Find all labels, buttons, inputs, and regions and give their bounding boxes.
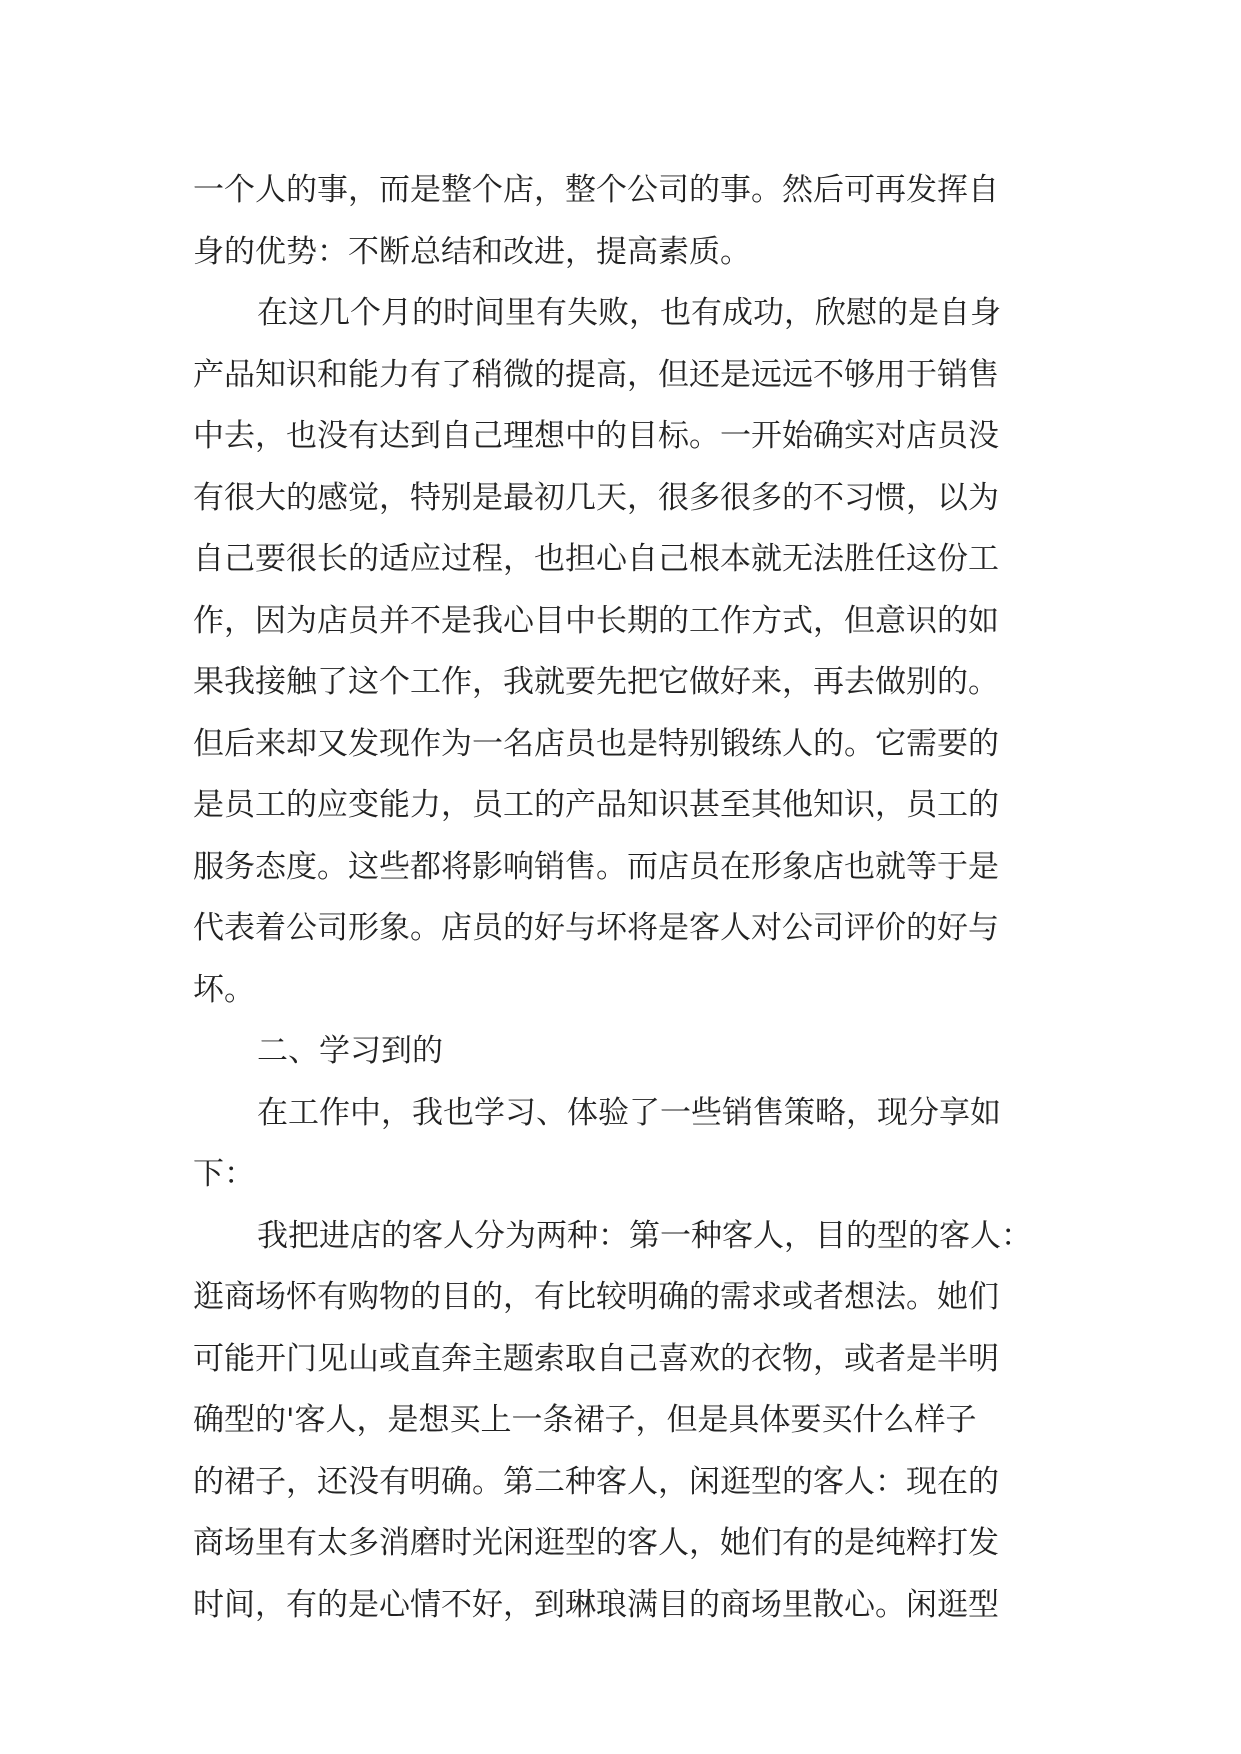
text-line: 但后来却又发现作为一名店员也是特别锻练人的。它需要的 — [193, 725, 999, 762]
text-line: 的裙子，还没有明确。第二种客人，闲逛型的客人：现在的 — [193, 1463, 999, 1500]
text-line: 在这几个月的时间里有失败，也有成功，欣慰的是自身 — [257, 295, 1001, 331]
body-text — [193, 160, 1063, 1636]
text-line: 身的优势：不断总结和改进，提高素质。 — [193, 233, 751, 270]
text-line: 服务态度。这些都将影响销售。而店员在形象店也就等于是 — [193, 848, 999, 885]
text-line: 可能开门见山或直奔主题索取自己喜欢的衣物，或者是半明 — [193, 1340, 999, 1377]
text-line: 有很大的感觉，特别是最初几天，很多很多的不习惯，以为 — [193, 479, 999, 516]
text-line: 逛商场怀有购物的目的，有比较明确的需求或者想法。她们 — [193, 1279, 999, 1315]
text-line: 果我接触了这个工作，我就要先把它做好来，再去做别的。 — [193, 664, 999, 700]
text-line: 是员工的应变能力，员工的产品知识甚至其他知识，员工的 — [193, 787, 999, 823]
text-line: 产品知识和能力有了稍微的提高，但还是远远不够用于销售 — [193, 356, 999, 393]
text-line: 商场里有太多消磨时光闲逛型的客人，她们有的是纯粹打发 — [193, 1525, 999, 1561]
text-line: 下： — [193, 1156, 255, 1192]
text-line: 一个人的事，而是整个店，整个公司的事。然后可再发挥自 — [193, 172, 999, 208]
section-heading: 二、学习到的 — [257, 1033, 443, 1069]
text-line: 中去，也没有达到自己理想中的目标。一开始确实对店员没 — [193, 418, 999, 454]
text-line: 我把进店的客人分为两种：第一种客人，目的型的客人： — [257, 1217, 1032, 1254]
text-line: 作，因为店员并不是我心目中长期的工作方式，但意识的如 — [193, 602, 999, 639]
text-line: 在工作中，我也学习、体验了一些销售策略，现分享如 — [257, 1094, 1001, 1131]
text-line: 自己要很长的适应过程，也担心自己根本就无法胜任这份工 — [193, 541, 999, 577]
text-line: 代表着公司形象。店员的好与坏将是客人对公司评价的好与 — [193, 910, 999, 946]
text-line: 时间，有的是心情不好，到琳琅满目的商场里散心。闲逛型 — [193, 1586, 999, 1623]
text-line: 确型的'客人，是想买上一条裙子，但是具体要买什么样子 — [193, 1402, 977, 1438]
text-line: 坏。 — [193, 971, 255, 1008]
